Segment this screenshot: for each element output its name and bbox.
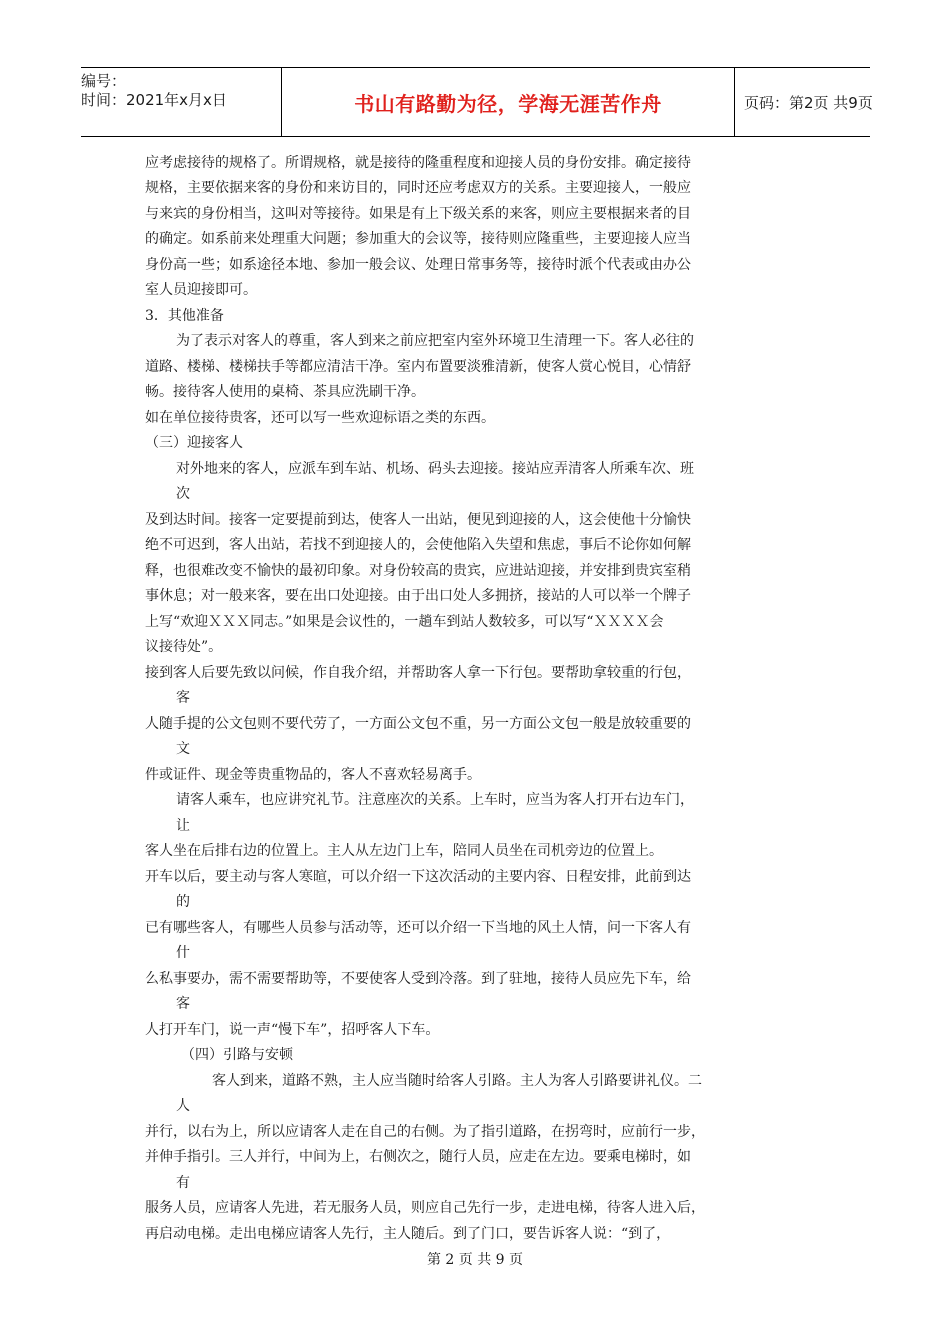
body-line: 对外地来的客人，应派车到车站、机场、码头去迎接。接站应弄清客人所乘车次、班 — [176, 461, 694, 477]
body-line: 再启动电梯。走出电梯应请客人先行，主人随后。到了门口，要告诉客人说：“到了， — [145, 1226, 671, 1242]
header-page-info: 页码：第2页 共9页 — [744, 93, 873, 112]
header-meta — [81, 68, 281, 140]
body-line: 人打开车门，说一声“慢下车”，招呼客人下车。 — [145, 1022, 440, 1038]
header-motto: 书山有路勤为径，学海无涯苦作舟 — [281, 68, 735, 136]
body-line: 客 — [176, 690, 190, 706]
body-line: 让 — [176, 818, 190, 834]
body-line: 接到客人后要先致以问候，作自我介绍，并帮助客人拿一下行包。要帮助拿较重的行包， — [145, 665, 691, 681]
body-line: 人随手提的公文包则不要代劳了，一方面公文包不重，另一方面公文包一般是放较重要的 — [145, 716, 691, 732]
body-line: 上写“欢迎ＸＸＸ同志。”如果是会议性的，一趟车到站人数较多，可以写“ＸＸＸＸ会 — [145, 614, 664, 630]
body-line: 请客人乘车，也应讲究礼节。注意座次的关系。上车时，应当为客人打开右边车门， — [176, 792, 694, 808]
body-line: 开车以后，要主动与客人寒暄，可以介绍一下这次活动的主要内容、日程安排，此前到达 — [145, 869, 691, 885]
document-date-label: 时间：2021年x月x日 — [81, 91, 227, 109]
body-line: 文 — [176, 741, 190, 757]
body-line: 与来宾的身份相当，这叫对等接待。如果是有上下级关系的来客，则应主要根据来者的目 — [145, 206, 691, 222]
body-line: 释，也很难改变不愉快的最初印象。对身份较高的贵宾，应进站迎接，并安排到贵宾室稍 — [145, 563, 691, 579]
body-line: 客人到来，道路不熟，主人应当随时给客人引路。主人为客人引路要讲礼仪。二 — [212, 1073, 702, 1089]
body-line: 事休息；对一般来客，要在出口处迎接。由于出口处人多拥挤，接站的人可以举一个牌子 — [145, 588, 691, 604]
section-heading: （三）迎接客人 — [145, 435, 243, 451]
body-line: 客人坐在后排右边的位置上。主人从左边门上车，陪同人员坐在司机旁边的位置上。 — [145, 843, 663, 859]
body-line: 有 — [176, 1175, 190, 1191]
body-line: 人 — [176, 1098, 190, 1114]
body-line: 并伸手指引。三人并行，中间为上，右侧次之，随行人员，应走在左边。要乘电梯时，如 — [145, 1149, 691, 1165]
page-footer: 第 2 页 共 9 页 — [426, 1252, 524, 1268]
body-line: 室人员迎接即可。 — [145, 282, 257, 298]
body-line: 道路、楼梯、楼梯扶手等都应清洁干净。室内布置要淡雅清新，使客人赏心悦目，心情舒 — [145, 359, 691, 375]
body-line: 已有哪些客人，有哪些人员参与活动等，还可以介绍一下当地的风土人情，问一下客人有 — [145, 920, 691, 936]
body-line: 次 — [176, 486, 190, 502]
body-line: 什 — [176, 945, 190, 961]
body-line: 客 — [176, 996, 190, 1012]
body-line: 绝不可迟到，客人出站，若找不到迎接人的，会使他陷入失望和焦虑，事后不论你如何解 — [145, 537, 691, 553]
body-line: 的确定。如系前来处理重大问题；参加重大的会议等，接待则应隆重些，主要迎接人应当 — [145, 231, 691, 247]
body-line: 为了表示对客人的尊重，客人到来之前应把室内室外环境卫生清理一下。客人必往的 — [176, 333, 694, 349]
body-line: 件或证件、现金等贵重物品的，客人不喜欢轻易离手。 — [145, 767, 481, 783]
body-line: 么私事要办，需不需要帮助等，不要使客人受到冷落。到了驻地，接待人员应先下车，给 — [145, 971, 691, 987]
body-line: 并行，以右为上，所以应请客人走在自己的右侧。为了指引道路，在拐弯时，应前行一步， — [145, 1124, 705, 1140]
body-line: 议接待处”。 — [145, 639, 223, 655]
document-number-label: 编号： — [81, 72, 127, 90]
page-header — [81, 67, 873, 137]
body-line: 规格，主要依据来客的身份和来访目的，同时还应考虑双方的关系。主要迎接人，一般应 — [145, 180, 691, 196]
body-line: 服务人员，应请客人先进，若无服务人员，则应自己先行一步，走进电梯，待客人进入后， — [145, 1200, 705, 1216]
body-line: 畅。接待客人使用的桌椅、茶具应洗刷干净。 — [145, 384, 425, 400]
body-line: 及到达时间。接客一定要提前到达，使客人一出站，便见到迎接的人，这会使他十分愉快 — [145, 512, 691, 528]
body-line: 身份高一些；如系途径本地、参加一般会议、处理日常事务等，接待时派个代表或由办公 — [145, 257, 691, 273]
body-line: 应考虑接待的规格了。所谓规格，就是接待的隆重程度和迎接人员的身份安排。确定接待 — [145, 155, 691, 171]
section-heading: （四）引路与安顿 — [181, 1047, 293, 1063]
body-line: 的 — [176, 894, 190, 910]
section-heading: 3．其他准备 — [145, 308, 224, 324]
body-line: 如在单位接待贵客，还可以写一些欢迎标语之类的东西。 — [145, 410, 495, 426]
